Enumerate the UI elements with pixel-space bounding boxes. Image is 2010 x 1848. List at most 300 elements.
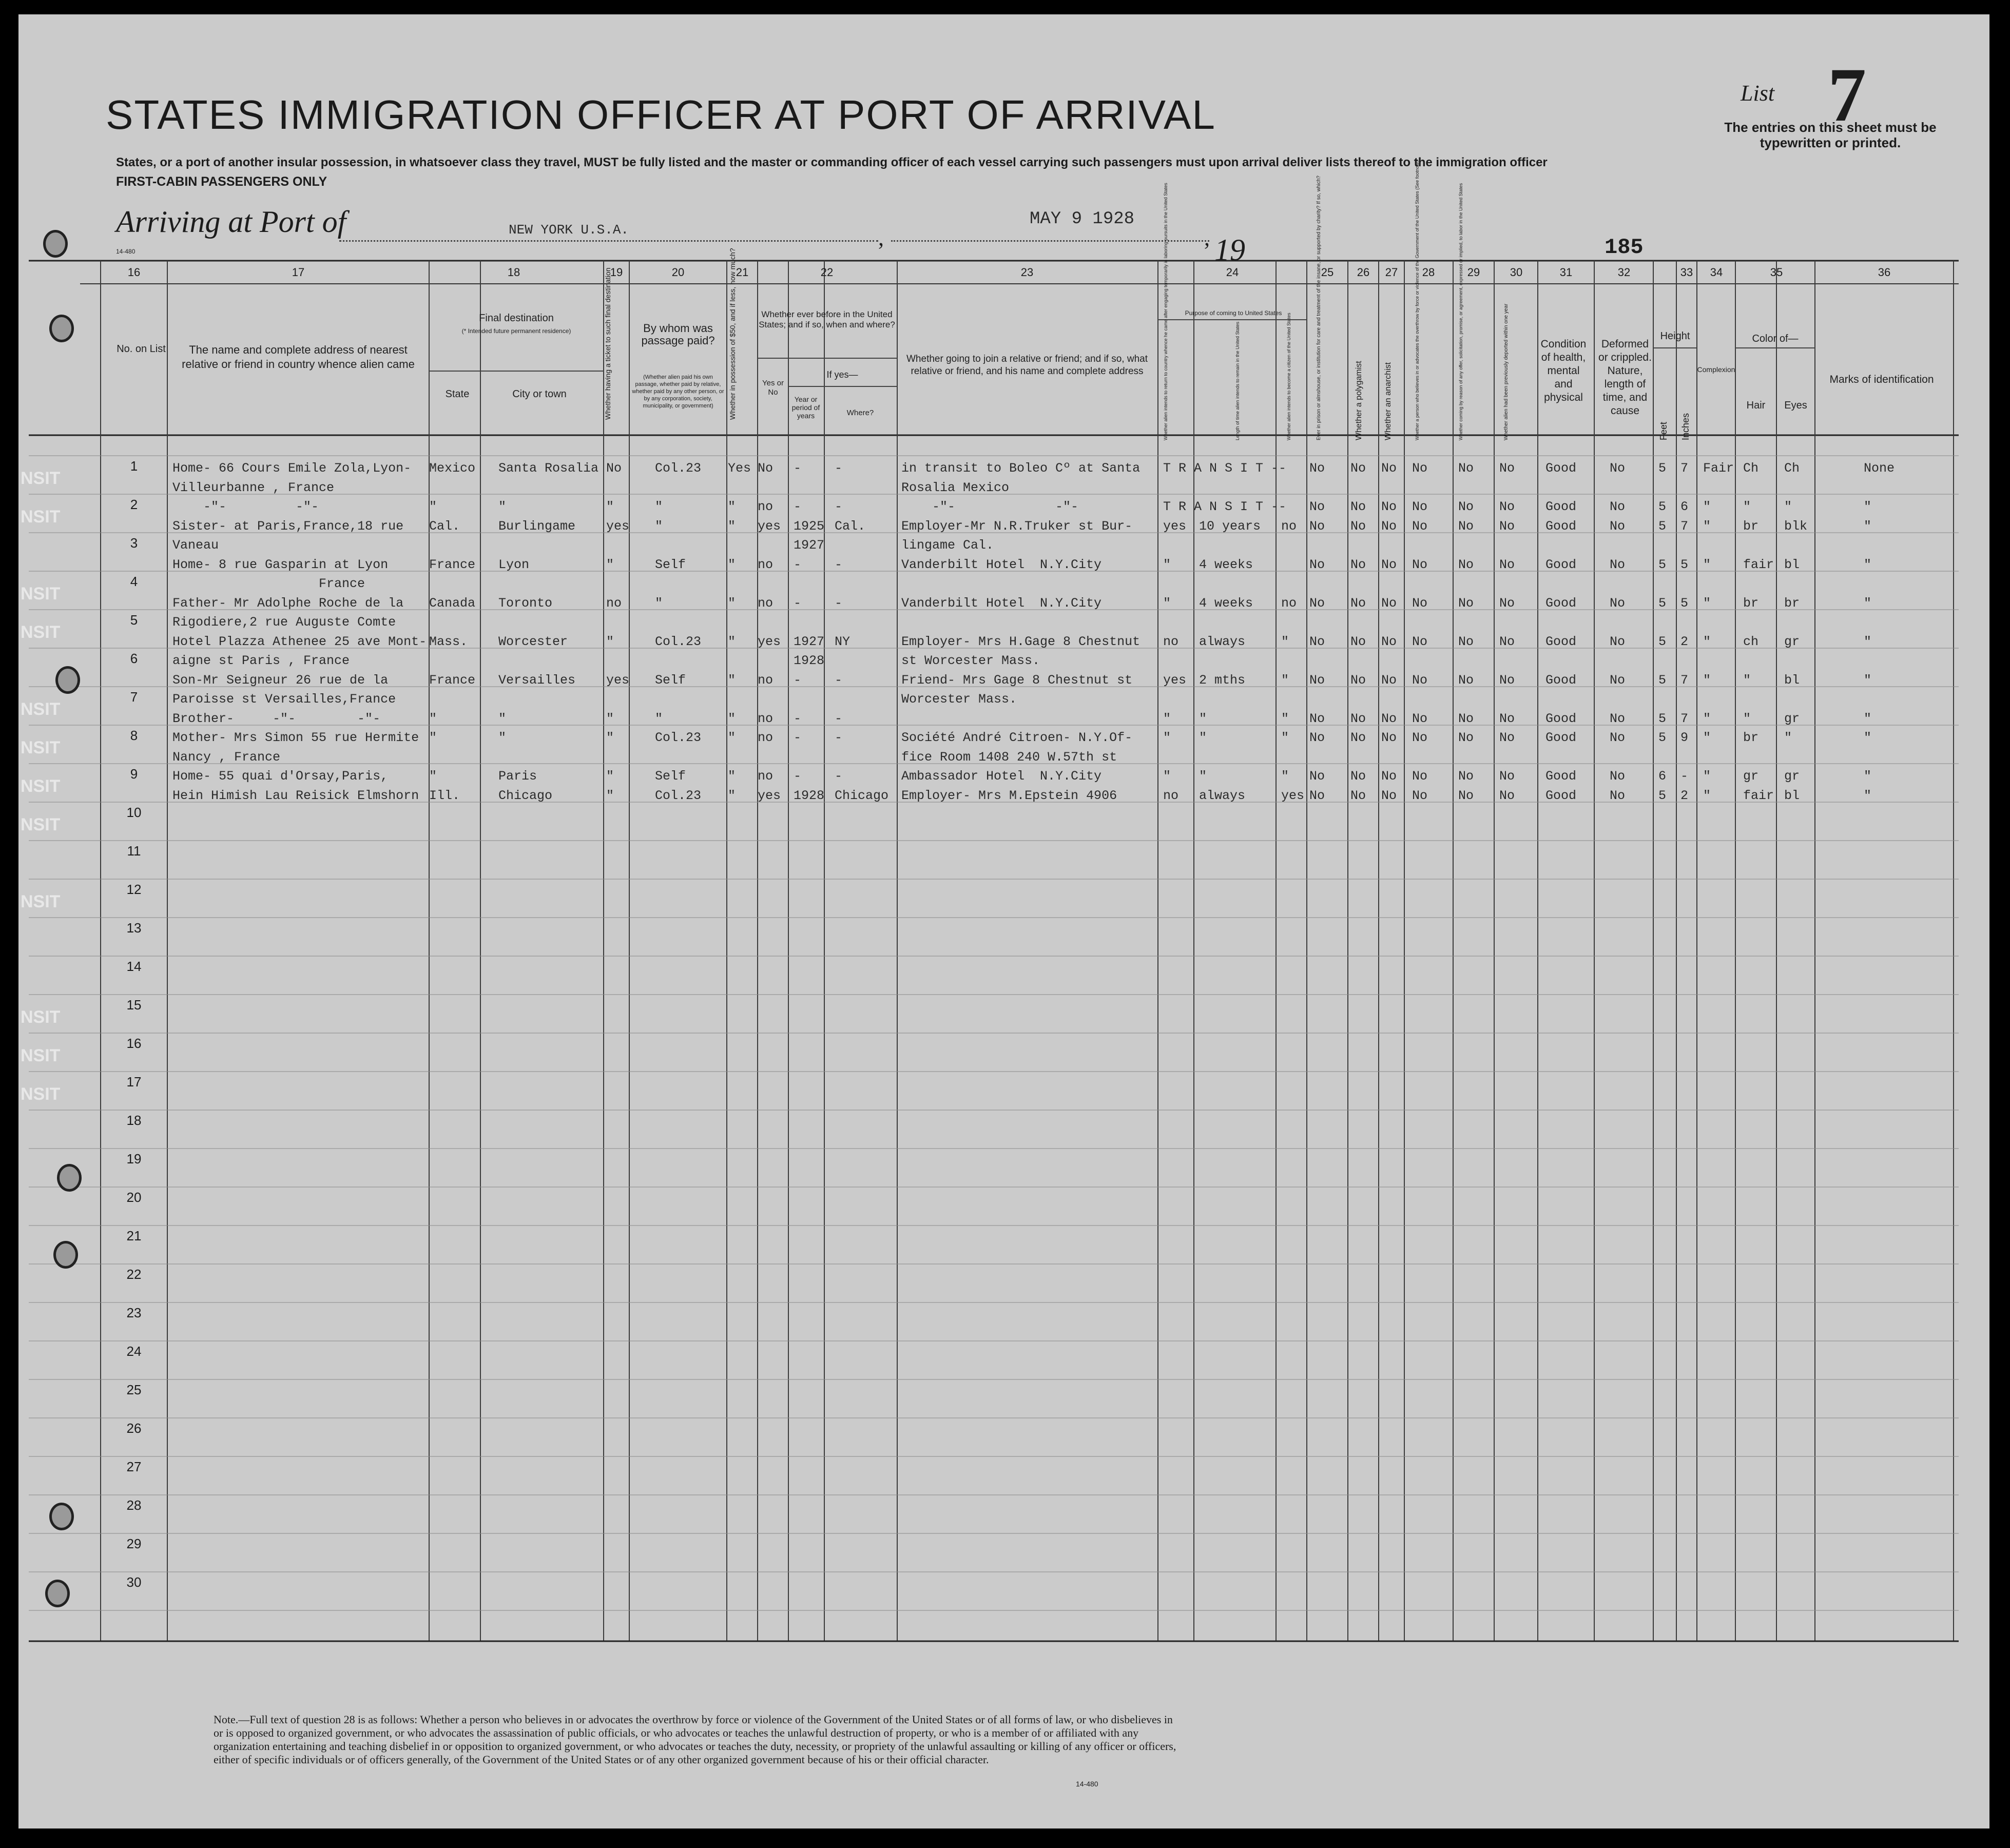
cell-p1: T R A N S I T -- — [1163, 461, 1287, 476]
cell-prison: No — [1309, 595, 1325, 611]
cell-money: " — [728, 788, 736, 803]
transit-stamp: NSIT — [21, 623, 61, 642]
arriving-label: Arriving at Port of — [116, 205, 346, 239]
cell-state: France — [429, 557, 476, 572]
cell-poly: No — [1350, 788, 1366, 803]
header-if-yes: If yes— — [826, 369, 858, 380]
cell-complexion: " — [1703, 634, 1711, 649]
cell-deformed: No — [1610, 711, 1626, 726]
cell-join: Employer- Mrs H.Gage 8 Chestnut — [901, 634, 1141, 649]
cell-p2: always — [1199, 634, 1246, 649]
cell-c28: No — [1412, 595, 1428, 611]
cell-deformed: No — [1610, 672, 1626, 688]
cell-p3: " — [1281, 634, 1289, 649]
cell-marks: " — [1864, 711, 1872, 726]
cell-before: no — [758, 595, 774, 611]
cell-feet: 5 — [1658, 788, 1667, 803]
column-number: 25 — [1321, 266, 1334, 279]
cell-paid: Col.23 — [655, 634, 702, 649]
column-number: 31 — [1559, 266, 1573, 279]
cell-p2: 10 years — [1199, 518, 1261, 534]
cell-ticket: No — [606, 461, 622, 476]
cell-hair: " — [1743, 499, 1751, 514]
transit-stamp: NSIT — [21, 738, 61, 757]
cell-complexion: Fair — [1703, 461, 1734, 476]
transit-stamp: NSIT — [21, 507, 61, 527]
row-number: 7 — [130, 689, 138, 705]
row-number: 3 — [130, 535, 138, 551]
cell-eyes: bl — [1784, 788, 1800, 803]
header-purpose-return: Whether alien intends to return to country whence he came after engaging temporarily in laboring pursuits in the United States — [1163, 183, 1168, 440]
cell-eyes: br — [1784, 595, 1800, 611]
cell-poly: No — [1350, 518, 1366, 534]
cell-c29: No — [1458, 788, 1474, 803]
cell-hair: Ch — [1743, 461, 1759, 476]
column-number: 34 — [1710, 266, 1723, 279]
cell-c29: No — [1458, 595, 1474, 611]
cell-year: 1925 — [794, 518, 825, 534]
cell-c28: No — [1412, 730, 1428, 745]
cell-year: - — [794, 672, 802, 688]
cell-eyes: bl — [1784, 557, 1800, 572]
cell-marks: " — [1864, 788, 1872, 803]
cell-deformed: No — [1610, 595, 1626, 611]
cell-p1: yes — [1163, 518, 1187, 534]
transit-stamp: NSIT — [21, 1046, 61, 1065]
cell-join: Vanderbilt Hotel N.Y.City — [901, 557, 1102, 572]
column-number: 23 — [1020, 266, 1034, 279]
binder-hole — [49, 1503, 74, 1530]
cell-p2: " — [1199, 769, 1207, 784]
cell-inches: 7 — [1680, 672, 1689, 688]
cell-complexion: " — [1703, 595, 1711, 611]
cell-money: " — [728, 769, 736, 784]
cell-inches: - — [1680, 769, 1689, 784]
cell-p1: " — [1163, 557, 1171, 572]
cell-state: France — [429, 672, 476, 688]
cell-c29: No — [1458, 769, 1474, 784]
cell-c30: No — [1499, 518, 1515, 534]
cell-relative: Brother- -"- -"- — [172, 711, 381, 726]
cell-complexion: " — [1703, 788, 1711, 803]
header-instructions: States, or a port of another insular possession, in whatsoever class they travel, MUST be fully listed and the master or commanding officer of each vessel carrying such passengers must upon arrival deliver lists thereof to the immigration officer — [116, 155, 1548, 169]
column-number: 30 — [1510, 266, 1523, 279]
cell-feet: 5 — [1658, 634, 1667, 649]
cell-complexion: " — [1703, 499, 1711, 514]
header-passage-paid: By whom was passage paid? — [641, 322, 715, 347]
cell-relative: -"- -"- — [172, 499, 319, 514]
cell-feet: 5 — [1658, 461, 1667, 476]
header-join-relative: Whether going to join a relative or friend; and if so, what relative or friend, and his name and complete address — [906, 354, 1148, 377]
cell-eyes: bl — [1784, 672, 1800, 688]
cell-complexion: " — [1703, 711, 1711, 726]
cell-state: " — [429, 769, 437, 784]
cell-year: - — [794, 730, 802, 745]
cell-join: Worcester Mass. — [901, 692, 1017, 707]
cell-city: Worcester — [498, 634, 568, 649]
header-labor-offer: Whether coming by reason of any offer, solicitation, promise, or agreement, expressed or implied, to labor in the United States — [1458, 183, 1463, 440]
cell-inches: 6 — [1680, 499, 1689, 514]
cell-before: no — [758, 557, 774, 572]
cell-eyes: gr — [1784, 769, 1800, 784]
cell-money: " — [728, 672, 736, 688]
header-final-destination: Final destination — [479, 313, 554, 324]
binder-hole — [55, 666, 80, 694]
column-number: 26 — [1357, 266, 1370, 279]
cell-year: - — [794, 711, 802, 726]
cell-anar: No — [1381, 595, 1397, 611]
cell-where: - — [835, 672, 843, 688]
cell-anar: No — [1381, 711, 1397, 726]
cell-health: Good — [1545, 461, 1577, 476]
cell-inches: 9 — [1680, 730, 1689, 745]
cell-prison: No — [1309, 672, 1325, 688]
header-health: Condition of health, mental and physical — [1540, 338, 1587, 403]
row-number: 24 — [126, 1344, 142, 1359]
header-city: City or town — [512, 388, 567, 400]
page-number: 185 — [1605, 235, 1644, 260]
header-ticket: Whether having a ticket to such final destination — [604, 267, 612, 420]
cell-relative: Home- 66 Cours Emile Zola,Lyon- — [172, 461, 412, 476]
header-state: State — [445, 388, 470, 400]
cell-city: " — [498, 499, 507, 514]
column-number: 29 — [1467, 266, 1480, 279]
cell-p1: " — [1163, 769, 1171, 784]
column-number: 36 — [1878, 266, 1891, 279]
cell-c30: No — [1499, 634, 1515, 649]
cell-hair: br — [1743, 518, 1759, 534]
cell-p2: 2 mths — [1199, 672, 1246, 688]
cell-year: 1927 — [794, 634, 825, 649]
cell-before: yes — [758, 518, 781, 534]
cell-marks: " — [1864, 557, 1872, 572]
cell-c28: No — [1412, 557, 1428, 572]
header-fifty-dollars: Whether in possession of $50, and if less, how much? — [728, 248, 737, 420]
cell-anar: No — [1381, 730, 1397, 745]
row-number: 10 — [126, 805, 142, 820]
cell-relative: Vaneau — [172, 538, 219, 553]
cell-city: Burlingame — [498, 518, 576, 534]
binder-hole — [57, 1164, 82, 1192]
cell-c29: No — [1458, 518, 1474, 534]
cell-anar: No — [1381, 461, 1397, 476]
cell-prison: No — [1309, 730, 1325, 745]
cell-hair: br — [1743, 595, 1759, 611]
column-number: 33 — [1680, 266, 1693, 279]
cell-relative: Father- Mr Adolphe Roche de la — [172, 595, 404, 611]
cell-city: Paris — [498, 769, 537, 784]
cell-health: Good — [1545, 634, 1577, 649]
comma-2: , — [1204, 225, 1210, 250]
cell-anar: No — [1381, 499, 1397, 514]
cell-health: Good — [1545, 730, 1577, 745]
cell-join: Vanderbilt Hotel N.Y.City — [901, 595, 1102, 611]
column-number: 35 — [1770, 266, 1783, 279]
header-relative: The name and complete address of nearest relative or friend in country whence alien came — [182, 343, 415, 371]
header-eyes: Eyes — [1784, 400, 1807, 411]
cell-where: Chicago — [835, 788, 889, 803]
cell-feet: 5 — [1658, 557, 1667, 572]
cell-year: - — [794, 769, 802, 784]
cell-poly: No — [1350, 672, 1366, 688]
cell-join: Société André Citroen- N.Y.Of- — [901, 730, 1133, 745]
cell-year: - — [794, 595, 802, 611]
column-number: 27 — [1385, 266, 1398, 279]
cell-marks: " — [1864, 634, 1872, 649]
cell-city: Lyon — [498, 557, 530, 572]
header-polygamist: Whether a polygamist — [1355, 361, 1363, 440]
cell-poly: No — [1350, 499, 1366, 514]
cell-hair: fair — [1743, 788, 1774, 803]
header-overthrow: Whether a person who believes in or advocates the overthrow by force or violence of the Government of the United States (See footnote) — [1415, 160, 1420, 440]
cell-c30: No — [1499, 595, 1515, 611]
row-number: 19 — [126, 1151, 142, 1166]
cell-p2: 4 weeks — [1199, 595, 1253, 611]
cell-where: - — [835, 711, 843, 726]
cell-c30: No — [1499, 711, 1515, 726]
cell-marks: " — [1864, 730, 1872, 745]
cell-marks: None — [1864, 461, 1895, 476]
column-number: 16 — [127, 266, 141, 279]
header-inches: Inches — [1680, 413, 1691, 440]
header-color-of: Color of— — [1752, 333, 1799, 344]
cell-deformed: No — [1610, 518, 1626, 534]
cell-year: - — [794, 499, 802, 514]
cell-before: no — [758, 711, 774, 726]
cell-c29: No — [1458, 461, 1474, 476]
cell-p3: no — [1281, 518, 1297, 534]
cell-health: Good — [1545, 499, 1577, 514]
cell-join: fice Room 1408 240 W.57th st — [901, 749, 1117, 765]
row-number: 8 — [130, 728, 138, 743]
cell-c28: No — [1412, 711, 1428, 726]
cell-health: Good — [1545, 672, 1577, 688]
cell-hair: ch — [1743, 634, 1759, 649]
cell-where: - — [835, 461, 843, 476]
cell-anar: No — [1381, 518, 1397, 534]
cell-inches: 5 — [1680, 557, 1689, 572]
header-purpose: Purpose of coming to United States — [1185, 309, 1282, 317]
row-number: 4 — [130, 574, 138, 589]
cell-money: Yes — [728, 461, 751, 476]
binder-hole — [53, 1241, 78, 1269]
cell-marks: " — [1864, 595, 1872, 611]
cell-where: - — [835, 769, 843, 784]
cell-year: 1928 — [794, 653, 825, 668]
cell-inches: 7 — [1680, 711, 1689, 726]
cell-c30: No — [1499, 769, 1515, 784]
cell-money: " — [728, 499, 736, 514]
cell-join: -"- -"- — [901, 499, 1079, 514]
row-number: 14 — [126, 959, 142, 974]
arrival-date: MAY 9 1928 — [1030, 209, 1135, 229]
cell-money: " — [728, 595, 736, 611]
cell-inches: 5 — [1680, 595, 1689, 611]
cell-prison: No — [1309, 711, 1325, 726]
transit-stamp: NSIT — [21, 815, 61, 834]
cell-health: Good — [1545, 518, 1577, 534]
cell-year: - — [794, 461, 802, 476]
header-final-destination-note: (* Intended future permanent residence) — [461, 327, 571, 335]
header-anarchist: Whether an anarchist — [1384, 362, 1393, 440]
cell-city: Chicago — [498, 788, 553, 803]
cell-ticket: " — [606, 634, 614, 649]
cell-anar: No — [1381, 557, 1397, 572]
column-number: 19 — [610, 266, 623, 279]
cell-before: No — [758, 461, 774, 476]
cell-health: Good — [1545, 711, 1577, 726]
cell-ticket: no — [606, 595, 622, 611]
table-grid — [18, 14, 1989, 1828]
cell-prison: No — [1309, 788, 1325, 803]
cell-feet: 5 — [1658, 730, 1667, 745]
binder-hole — [43, 230, 68, 258]
row-number: 15 — [126, 997, 142, 1013]
cell-p2: " — [1199, 730, 1207, 745]
cell-relative: Son-Mr Seigneur 26 rue de la — [172, 672, 389, 688]
cell-p2: always — [1199, 788, 1246, 803]
cell-eyes: " — [1784, 499, 1792, 514]
row-number: 20 — [126, 1190, 142, 1205]
cell-join: in transit to Boleo Cº at Santa — [901, 461, 1141, 476]
cell-join: lingame Cal. — [901, 538, 994, 553]
header-feet: Feet — [1658, 421, 1669, 440]
cell-complexion: " — [1703, 518, 1711, 534]
cell-city: " — [498, 730, 507, 745]
cell-c28: No — [1412, 461, 1428, 476]
cell-poly: No — [1350, 461, 1366, 476]
cell-money: " — [728, 634, 736, 649]
cell-relative: Paroisse st Versailles,France — [172, 692, 396, 707]
comma-1: , — [878, 225, 884, 250]
row-number: 30 — [126, 1574, 142, 1590]
column-number: 20 — [671, 266, 685, 279]
cell-hair: " — [1743, 711, 1751, 726]
cell-paid: Col.23 — [655, 788, 702, 803]
cell-poly: No — [1350, 634, 1366, 649]
cell-money: " — [728, 711, 736, 726]
cell-paid: " — [655, 499, 663, 514]
cell-relative: Home- 55 quai d'Orsay,Paris, — [172, 769, 389, 784]
cell-p3: " — [1281, 711, 1289, 726]
cell-state: " — [429, 711, 437, 726]
cell-c30: No — [1499, 672, 1515, 688]
transit-stamp: NSIT — [21, 1084, 61, 1104]
cell-where: Cal. — [835, 518, 866, 534]
cell-year: 1927 — [794, 538, 825, 553]
cell-eyes: " — [1784, 730, 1792, 745]
cell-relative: aigne st Paris , France — [172, 653, 350, 668]
cell-marks: " — [1864, 672, 1872, 688]
cell-deformed: No — [1610, 634, 1626, 649]
row-number: 11 — [127, 843, 141, 859]
binder-hole — [49, 315, 74, 342]
cell-c29: No — [1458, 711, 1474, 726]
cell-paid: Self — [655, 672, 686, 688]
cell-deformed: No — [1610, 769, 1626, 784]
cell-before: yes — [758, 634, 781, 649]
cell-ticket: " — [606, 499, 614, 514]
list-number: 7 — [1828, 52, 1866, 138]
cell-c28: No — [1412, 518, 1428, 534]
cell-ticket: yes — [606, 518, 630, 534]
transit-stamp: NSIT — [21, 1007, 61, 1027]
cell-ticket: " — [606, 730, 614, 745]
cell-p1: no — [1163, 788, 1179, 803]
row-number: 17 — [126, 1074, 142, 1090]
cell-join: Employer- Mrs M.Epstein 4906 — [901, 788, 1117, 803]
cell-c29: No — [1458, 499, 1474, 514]
cell-ticket: " — [606, 769, 614, 784]
header-no-on-list: No. on List — [117, 343, 166, 355]
cell-inches: 7 — [1680, 461, 1689, 476]
cell-p3: " — [1281, 769, 1289, 784]
cell-eyes: Ch — [1784, 461, 1800, 476]
cell-c28: No — [1412, 634, 1428, 649]
cell-paid: Col.23 — [655, 461, 702, 476]
cell-c30: No — [1499, 461, 1515, 476]
page-title: STATES IMMIGRATION OFFICER AT PORT OF ARRIVAL — [106, 92, 1216, 138]
cell-p3: no — [1281, 595, 1297, 611]
cell-state: Mexico — [429, 461, 476, 476]
cell-where: NY — [835, 634, 851, 649]
row-number: 2 — [130, 497, 138, 512]
cell-eyes: gr — [1784, 634, 1800, 649]
row-number: 16 — [126, 1036, 142, 1051]
cell-join: st Worcester Mass. — [901, 653, 1040, 668]
cell-p1: " — [1163, 711, 1171, 726]
cell-relative: Villeurbanne , France — [172, 480, 335, 495]
row-number: 12 — [126, 882, 142, 897]
cell-before: no — [758, 730, 774, 745]
cell-state: Canada — [429, 595, 476, 611]
cell-money: " — [728, 730, 736, 745]
cell-c30: No — [1499, 557, 1515, 572]
header-deformed: Deformed or crippled. Nature, length of time, and cause — [1598, 338, 1652, 417]
cell-state: Mass. — [429, 634, 468, 649]
cell-hair: fair — [1743, 557, 1774, 572]
cell-before: no — [758, 769, 774, 784]
cell-city: Toronto — [498, 595, 553, 611]
row-number: 28 — [126, 1497, 142, 1513]
cell-c29: No — [1458, 557, 1474, 572]
cell-eyes: gr — [1784, 711, 1800, 726]
cell-city: Santa Rosalia — [498, 461, 599, 476]
cell-paid: " — [655, 595, 663, 611]
cell-p3: yes — [1281, 788, 1305, 803]
cell-p3: " — [1281, 730, 1289, 745]
cell-health: Good — [1545, 788, 1577, 803]
cell-feet: 5 — [1658, 711, 1667, 726]
row-number: 6 — [130, 651, 138, 666]
cell-relative: France — [172, 576, 365, 591]
cell-complexion: " — [1703, 672, 1711, 688]
cell-hair: " — [1743, 672, 1751, 688]
transit-stamp: NSIT — [21, 699, 61, 719]
century: 19 — [1214, 233, 1245, 267]
cell-paid: " — [655, 518, 663, 534]
cell-feet: 5 — [1658, 672, 1667, 688]
cell-health: Good — [1545, 557, 1577, 572]
row-number: 13 — [126, 920, 142, 936]
list-label: List — [1741, 81, 1775, 106]
column-number: 18 — [507, 266, 520, 279]
cell-anar: No — [1381, 769, 1397, 784]
header-hair: Hair — [1746, 400, 1766, 411]
cell-c28: No — [1412, 788, 1428, 803]
cell-ticket: " — [606, 788, 614, 803]
cell-hair: gr — [1743, 769, 1759, 784]
